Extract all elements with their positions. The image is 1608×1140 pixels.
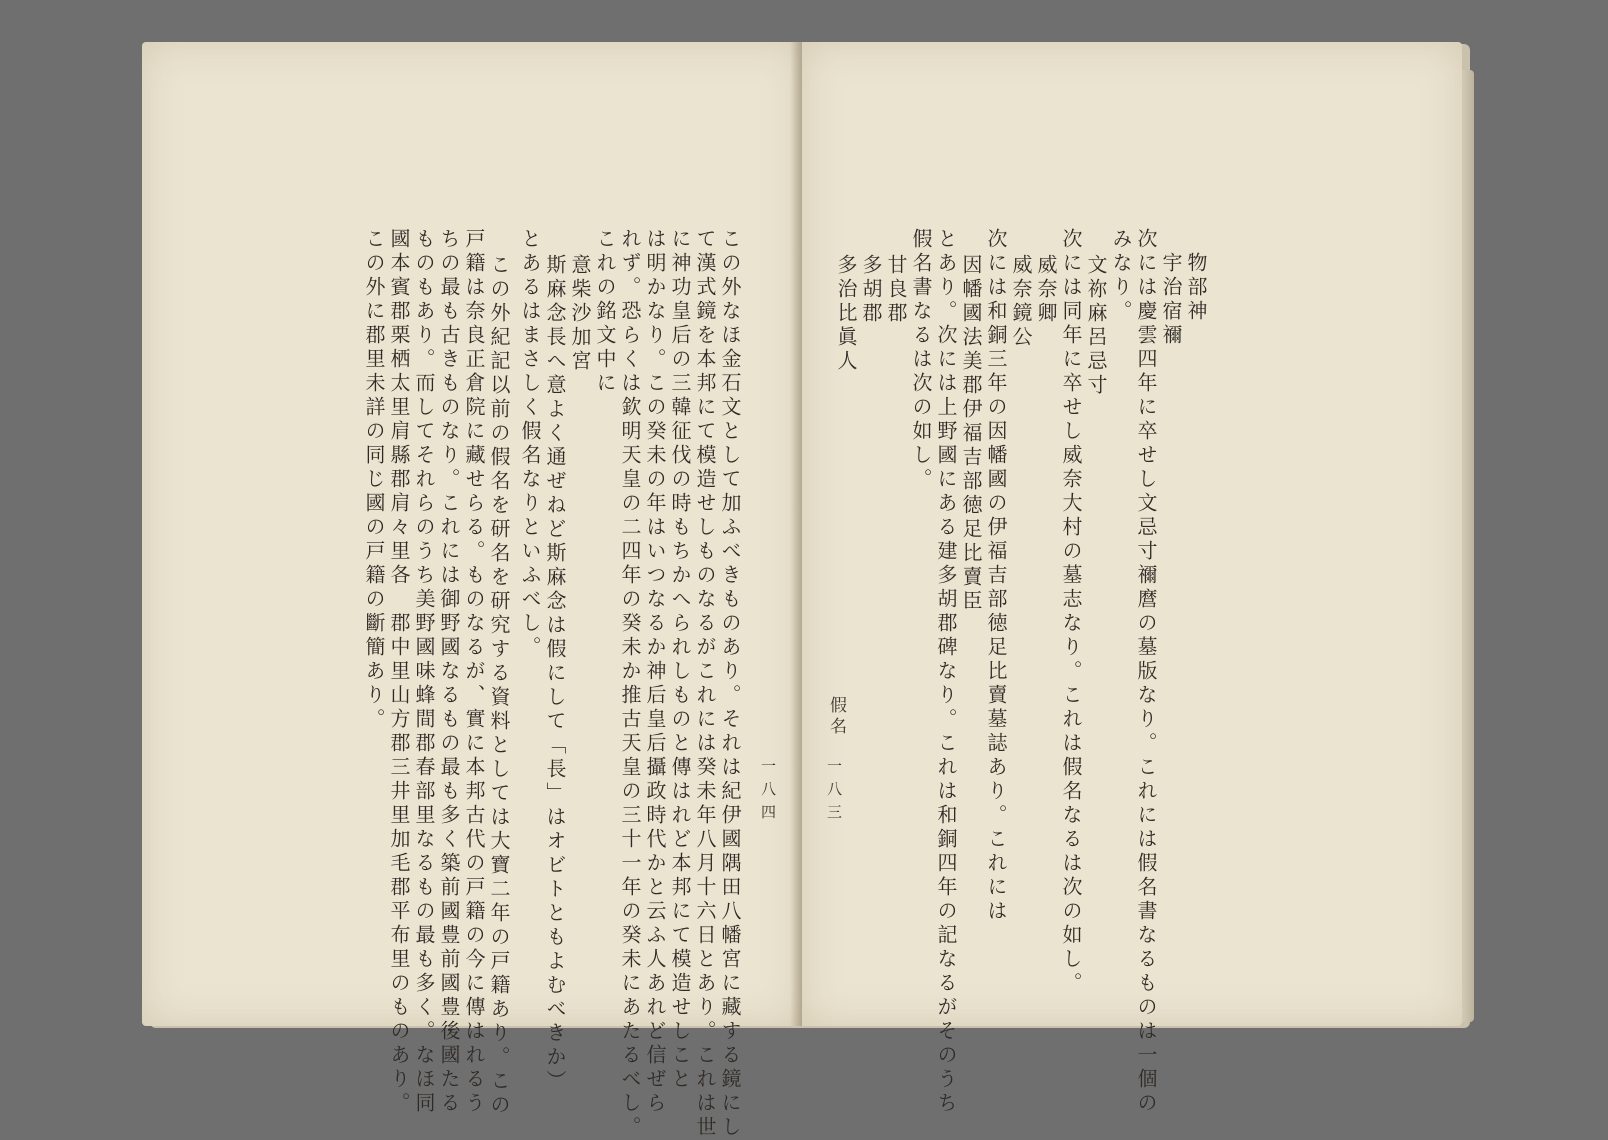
left-line-9: とあるはまさしく假名なりといふべし。	[518, 228, 542, 660]
page-number-left: 一八四	[759, 758, 777, 827]
right-line-5: 文祢麻呂忌寸	[1084, 254, 1108, 398]
left-line-10: この外紀記以前の假名を研名を研究する資料としては大寶二年の戸籍あり。この	[487, 254, 511, 1118]
right-line-4: みなり。	[1109, 228, 1133, 324]
page-number-right: 一八三	[825, 758, 843, 827]
left-line-3: に神功皇后の三韓征伐の時もちかへられしものと傳はれど本邦にて模造せしこと	[668, 228, 692, 1092]
page-edge	[1460, 70, 1474, 1022]
right-line-7: 威奈卿	[1034, 254, 1058, 326]
left-line-14: 國本賓郡栗栖太里肩縣郡肩々里各 郡中里山方郡三井里加毛郡平布里のものあり。	[387, 228, 411, 1116]
right-line-10: 因幡國法美郡伊福吉部徳足比賣臣	[959, 254, 983, 614]
left-line-13: ものもあり。而してそれらのうち美野國味蜂間郡春部里なるもの最も多く。なほ同	[412, 228, 436, 1116]
right-line-1: 物部神	[1184, 252, 1208, 324]
right-line-13: 甘良郡	[884, 254, 908, 326]
right-line-6: 次には同年に卒せし威奈大村の墓志なり。これは假名なるは次の如し。	[1059, 228, 1083, 996]
left-line-1: この外なほ金石文として加ふべきものあり。それは紀伊國隅田八幡宮に藏する鏡にし	[718, 228, 742, 1140]
right-line-2: 宇治宿禰	[1159, 252, 1183, 348]
right-line-14: 多胡郡	[859, 254, 883, 326]
left-line-2: て漢式鏡を本邦にて模造せしものなるがこれには癸未年八月十六日とあり。これは世	[693, 228, 717, 1140]
left-line-6: これの銘文中に	[593, 228, 617, 396]
left-line-4: は明かなり。この癸未の年はいつなるか神后皇后攝政時代かと云ふ人あれど信ぜら	[643, 228, 667, 1116]
right-line-8: 威奈鏡公	[1009, 254, 1033, 350]
left-line-11: 戸籍は奈良正倉院に藏せらる。ものなるが、實に本邦古代の戸籍の今に傳はれるう	[462, 228, 486, 1116]
left-line-12: ちの最も古きものなり。これには御野國なるもの最も多く築前國豊前國豊後國たる	[437, 228, 461, 1116]
right-line-9: 次には和銅三年の因幡國の伊福吉部徳足比賣墓誌あり。これには	[984, 228, 1008, 924]
right-line-12: 假名書なるは次の如し。	[909, 228, 933, 492]
left-line-8: 斯麻念長へ意よく通ぜねど斯麻念は假にして「長」はオビトともよむべきか）	[543, 254, 567, 1094]
right-line-15: 多治比眞人	[834, 254, 858, 374]
left-line-5: れず。恐らくは欽明天皇の二四年の癸未か推古天皇の三十一年の癸未にあたるべし。	[618, 228, 642, 1140]
right-line-11: とあり。次には上野國にある建多胡郡碑なり。これは和銅四年の記なるがそのうち	[934, 228, 958, 1116]
left-line-15: この外に郡里未詳の同じ國の戸籍の斷簡あり。	[362, 228, 386, 732]
left-line-7: 意柴沙加宮	[568, 254, 592, 374]
right-page	[802, 42, 1462, 1116]
running-head: 假名	[826, 696, 846, 738]
right-line-3: 次には慶雲四年に卒せし文忌寸禰麿の墓版なり。これには假名書なるものは一個の	[1134, 228, 1158, 1116]
left-page	[142, 42, 802, 1140]
